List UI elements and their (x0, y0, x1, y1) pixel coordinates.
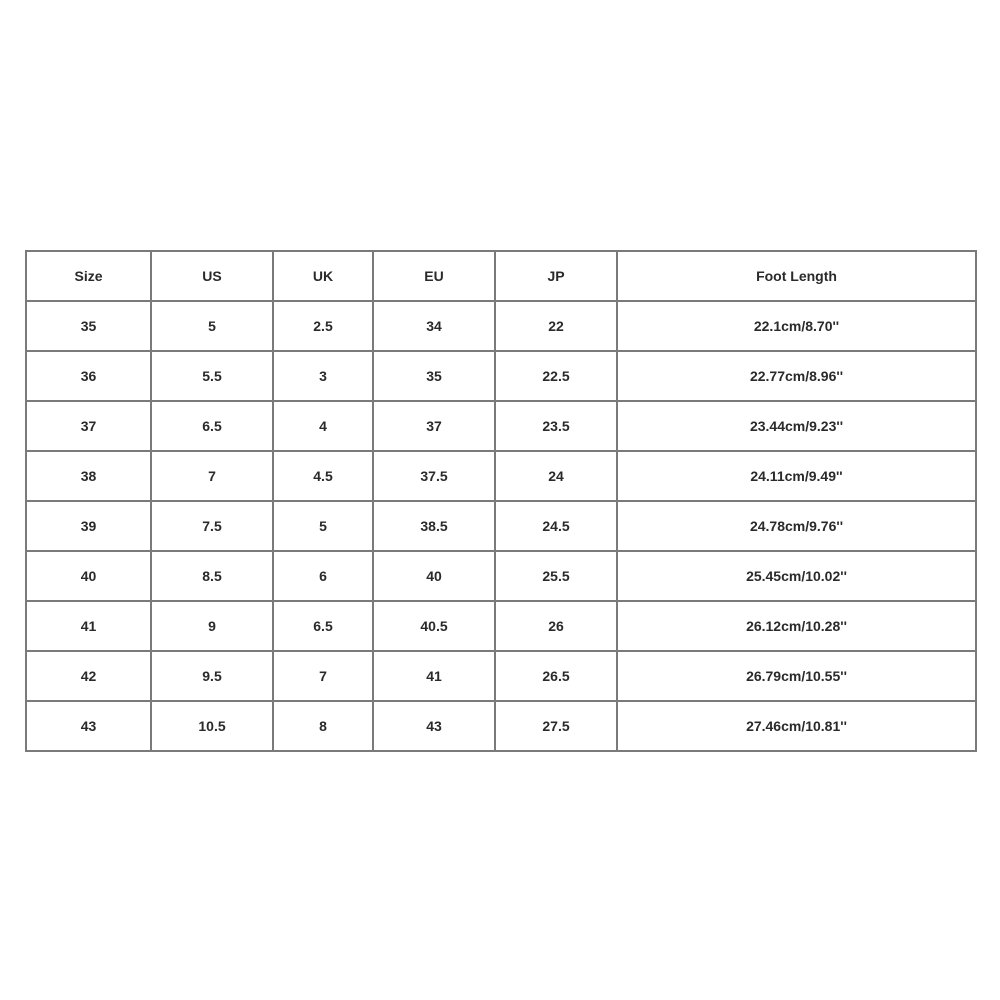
cell-jp: 26.5 (495, 651, 617, 701)
header-cell-uk: UK (273, 251, 373, 301)
cell-jp: 24 (495, 451, 617, 501)
cell-us: 9 (151, 601, 273, 651)
cell-size: 43 (26, 701, 151, 751)
cell-uk: 6 (273, 551, 373, 601)
cell-eu: 38.5 (373, 501, 495, 551)
cell-uk: 2.5 (273, 301, 373, 351)
cell-foot-length: 22.77cm/8.96'' (617, 351, 976, 401)
cell-size: 39 (26, 501, 151, 551)
size-chart-table (25, 250, 977, 752)
cell-us: 5 (151, 301, 273, 351)
cell-foot-length: 27.46cm/10.81'' (617, 701, 976, 751)
cell-us: 9.5 (151, 651, 273, 701)
cell-eu: 43 (373, 701, 495, 751)
cell-jp: 25.5 (495, 551, 617, 601)
cell-jp: 23.5 (495, 401, 617, 451)
cell-eu: 35 (373, 351, 495, 401)
header-cell-us: US (151, 251, 273, 301)
header-row (26, 251, 976, 301)
table-row (26, 651, 976, 701)
cell-us: 5.5 (151, 351, 273, 401)
cell-eu: 37.5 (373, 451, 495, 501)
cell-eu: 40.5 (373, 601, 495, 651)
table-row (26, 551, 976, 601)
cell-uk: 8 (273, 701, 373, 751)
cell-size: 40 (26, 551, 151, 601)
header-cell-foot-length: Foot Length (617, 251, 976, 301)
header-cell-size: Size (26, 251, 151, 301)
table-row (26, 601, 976, 651)
header-cell-jp: JP (495, 251, 617, 301)
cell-jp: 22 (495, 301, 617, 351)
cell-size: 42 (26, 651, 151, 701)
cell-us: 8.5 (151, 551, 273, 601)
cell-eu: 41 (373, 651, 495, 701)
cell-size: 38 (26, 451, 151, 501)
table-row (26, 451, 976, 501)
cell-jp: 22.5 (495, 351, 617, 401)
cell-foot-length: 26.79cm/10.55'' (617, 651, 976, 701)
table-row (26, 701, 976, 751)
cell-uk: 5 (273, 501, 373, 551)
cell-uk: 6.5 (273, 601, 373, 651)
cell-size: 35 (26, 301, 151, 351)
cell-foot-length: 25.45cm/10.02'' (617, 551, 976, 601)
cell-uk: 3 (273, 351, 373, 401)
cell-eu: 37 (373, 401, 495, 451)
cell-uk: 4 (273, 401, 373, 451)
table-row (26, 401, 976, 451)
header-cell-eu: EU (373, 251, 495, 301)
cell-foot-length: 24.11cm/9.49'' (617, 451, 976, 501)
table-header (26, 251, 976, 301)
cell-eu: 40 (373, 551, 495, 601)
cell-foot-length: 22.1cm/8.70'' (617, 301, 976, 351)
cell-us: 10.5 (151, 701, 273, 751)
cell-us: 7.5 (151, 501, 273, 551)
cell-foot-length: 26.12cm/10.28'' (617, 601, 976, 651)
cell-jp: 26 (495, 601, 617, 651)
cell-eu: 34 (373, 301, 495, 351)
cell-foot-length: 23.44cm/9.23'' (617, 401, 976, 451)
table-body (26, 301, 976, 751)
cell-us: 6.5 (151, 401, 273, 451)
cell-foot-length: 24.78cm/9.76'' (617, 501, 976, 551)
table-row (26, 501, 976, 551)
table-row (26, 301, 976, 351)
cell-jp: 27.5 (495, 701, 617, 751)
cell-uk: 4.5 (273, 451, 373, 501)
cell-uk: 7 (273, 651, 373, 701)
cell-size: 36 (26, 351, 151, 401)
cell-size: 41 (26, 601, 151, 651)
cell-us: 7 (151, 451, 273, 501)
cell-jp: 24.5 (495, 501, 617, 551)
cell-size: 37 (26, 401, 151, 451)
table-row (26, 351, 976, 401)
